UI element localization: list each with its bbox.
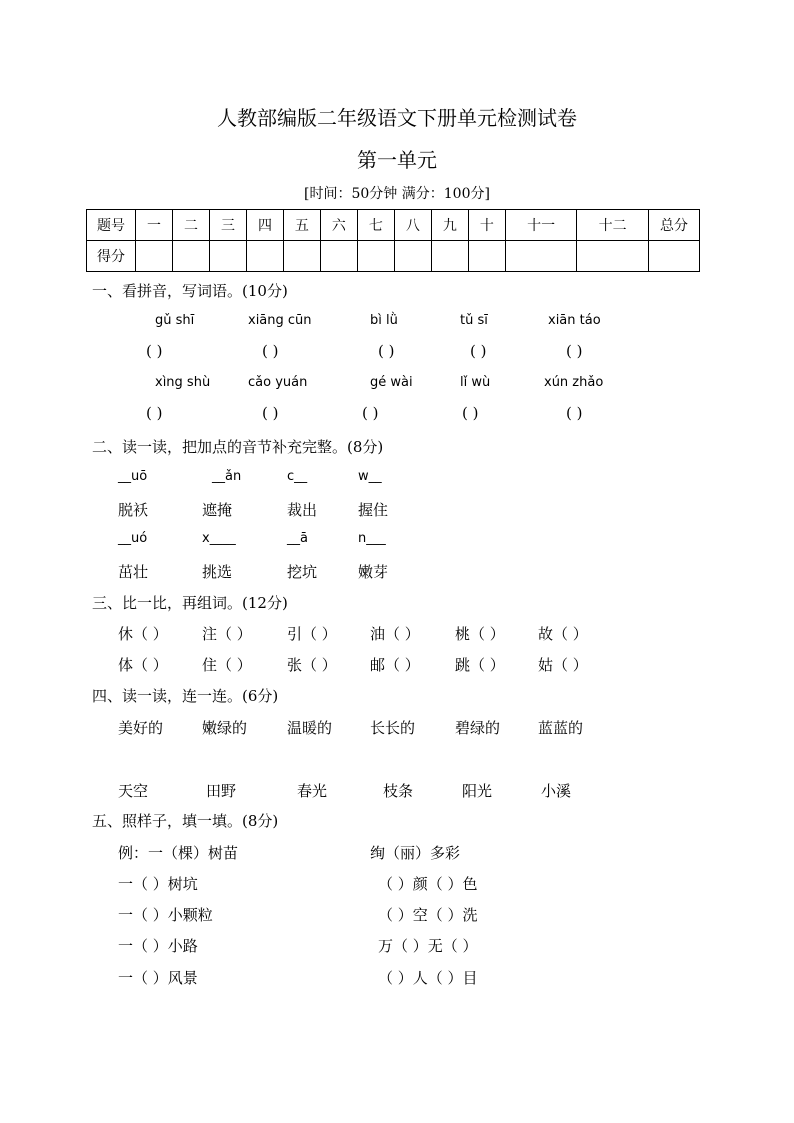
syllable-blank[interactable]: __uō [118,469,148,484]
word: 脱袄 [118,501,149,519]
word: 握住 [358,501,389,519]
match-word[interactable]: 嫩绿的 [202,719,248,737]
syllable-blank[interactable]: x____ [202,531,236,546]
table-cell: 四 [246,210,283,241]
fill-item[interactable]: （ ）空（ ）洗 [378,906,478,924]
time-score-info: [时间：50分钟 满分：100分] [304,186,490,202]
match-word[interactable]: 阳光 [462,782,493,800]
answer-blank[interactable]: ( ) [146,342,163,360]
fill-item[interactable]: （ ）人（ ）目 [378,969,478,987]
pinyin: lǐ wù [460,375,491,390]
example-left: 例：一（棵）树苗 [118,844,239,862]
match-word[interactable]: 长长的 [370,719,416,737]
match-word[interactable]: 蓝蓝的 [538,719,584,737]
match-word[interactable]: 小溪 [541,782,572,800]
score-input-cell[interactable] [283,241,320,272]
score-input-cell[interactable] [136,241,173,272]
fill-item[interactable]: 一（ ）风景 [118,969,198,987]
section-5-title: 五、照样子，填一填。(8分) [92,812,279,830]
table-cell: 总分 [649,210,700,241]
match-word[interactable]: 田野 [206,782,237,800]
table-cell: 得分 [87,241,136,272]
fill-item[interactable]: 一（ ）树坑 [118,875,198,893]
compare-item[interactable]: 住（ ） [202,656,252,674]
word: 嫩芽 [358,563,389,581]
answer-blank[interactable]: ( ) [470,342,487,360]
syllable-blank[interactable]: c__ [287,469,308,484]
match-word[interactable]: 天空 [118,782,149,800]
pinyin: tǔ sī [460,313,488,328]
syllable-blank[interactable]: n___ [358,531,386,546]
unit-title: 第一单元 [357,148,437,172]
word: 挑选 [202,563,233,581]
score-table-header-row [87,210,700,241]
answer-blank[interactable]: ( ) [262,342,279,360]
fill-item[interactable]: 一（ ）小路 [118,937,198,955]
compare-item[interactable]: 桃（ ） [455,625,505,643]
match-word[interactable]: 春光 [297,782,328,800]
answer-blank[interactable]: ( ) [378,342,395,360]
word: 遮掩 [202,501,233,519]
compare-item[interactable]: 体（ ） [118,656,168,674]
table-cell: 八 [394,210,431,241]
table-cell: 题号 [87,210,136,241]
score-input-cell[interactable] [320,241,357,272]
pinyin: bì lǜ [370,313,398,328]
pinyin: xiān táo [548,313,601,328]
example-right: 绚（丽）多彩 [370,844,461,862]
word: 挖坑 [287,563,318,581]
section-1-title: 一、看拼音，写词语。(10分) [92,282,288,300]
table-cell: 六 [320,210,357,241]
section-3-title: 三、比一比，再组词。(12分) [92,594,288,612]
pinyin: cǎo yuán [248,375,308,390]
section-2-title: 二、读一读，把加点的音节补充完整。(8分) [92,438,384,456]
syllable-blank[interactable]: w__ [358,469,382,484]
score-input-cell[interactable] [649,241,700,272]
table-cell: 十 [468,210,505,241]
syllable-blank[interactable]: __uó [118,531,148,546]
score-table [86,209,700,272]
score-input-cell[interactable] [172,241,209,272]
score-input-cell[interactable] [505,241,577,272]
fill-item[interactable]: 万（ ）无（ ） [378,937,478,955]
match-word[interactable]: 枝条 [383,782,414,800]
syllable-blank[interactable]: __ǎn [212,469,242,484]
compare-item[interactable]: 休（ ） [118,625,168,643]
answer-blank[interactable]: ( ) [262,404,279,422]
pinyin: xiāng cūn [248,313,312,328]
table-cell: 五 [283,210,320,241]
score-input-cell[interactable] [357,241,394,272]
page-title: 人教部编版二年级语文下册单元检测试卷 [217,106,577,130]
compare-item[interactable]: 注（ ） [202,625,252,643]
table-cell: 九 [431,210,468,241]
table-cell: 一 [136,210,173,241]
word: 裁出 [287,501,318,519]
answer-blank[interactable]: ( ) [566,342,583,360]
compare-item[interactable]: 邮（ ） [370,656,420,674]
section-4-title: 四、读一读，连一连。(6分) [92,687,279,705]
score-input-cell[interactable] [246,241,283,272]
table-cell: 十二 [577,210,649,241]
table-cell: 二 [172,210,209,241]
match-word[interactable]: 温暖的 [287,719,333,737]
answer-blank[interactable]: ( ) [566,404,583,422]
table-cell: 三 [209,210,246,241]
table-cell: 十一 [505,210,577,241]
fill-item[interactable]: 一（ ）小颗粒 [118,906,213,924]
pinyin: gé wài [370,375,413,390]
compare-item[interactable]: 油（ ） [370,625,420,643]
compare-item[interactable]: 引（ ） [287,625,337,643]
answer-blank[interactable]: ( ) [362,404,379,422]
pinyin: xún zhǎo [544,375,604,390]
score-input-cell[interactable] [394,241,431,272]
match-word[interactable]: 碧绿的 [455,719,501,737]
score-input-cell[interactable] [209,241,246,272]
syllable-blank[interactable]: __ā [287,531,308,546]
score-input-cell[interactable] [431,241,468,272]
word: 茁壮 [118,563,149,581]
answer-blank[interactable]: ( ) [146,404,163,422]
compare-item[interactable]: 姑（ ） [538,656,588,674]
answer-blank[interactable]: ( ) [462,404,479,422]
match-word[interactable]: 美好的 [118,719,164,737]
fill-item[interactable]: （ ）颜（ ）色 [378,875,478,893]
score-table-score-row [87,241,700,272]
compare-item[interactable]: 张（ ） [287,656,337,674]
table-cell: 七 [357,210,394,241]
pinyin: xìng shù [155,375,211,390]
pinyin: gǔ shī [155,313,195,328]
score-input-cell[interactable] [468,241,505,272]
score-input-cell[interactable] [577,241,649,272]
compare-item[interactable]: 跳（ ） [455,656,505,674]
compare-item[interactable]: 故（ ） [538,625,588,643]
